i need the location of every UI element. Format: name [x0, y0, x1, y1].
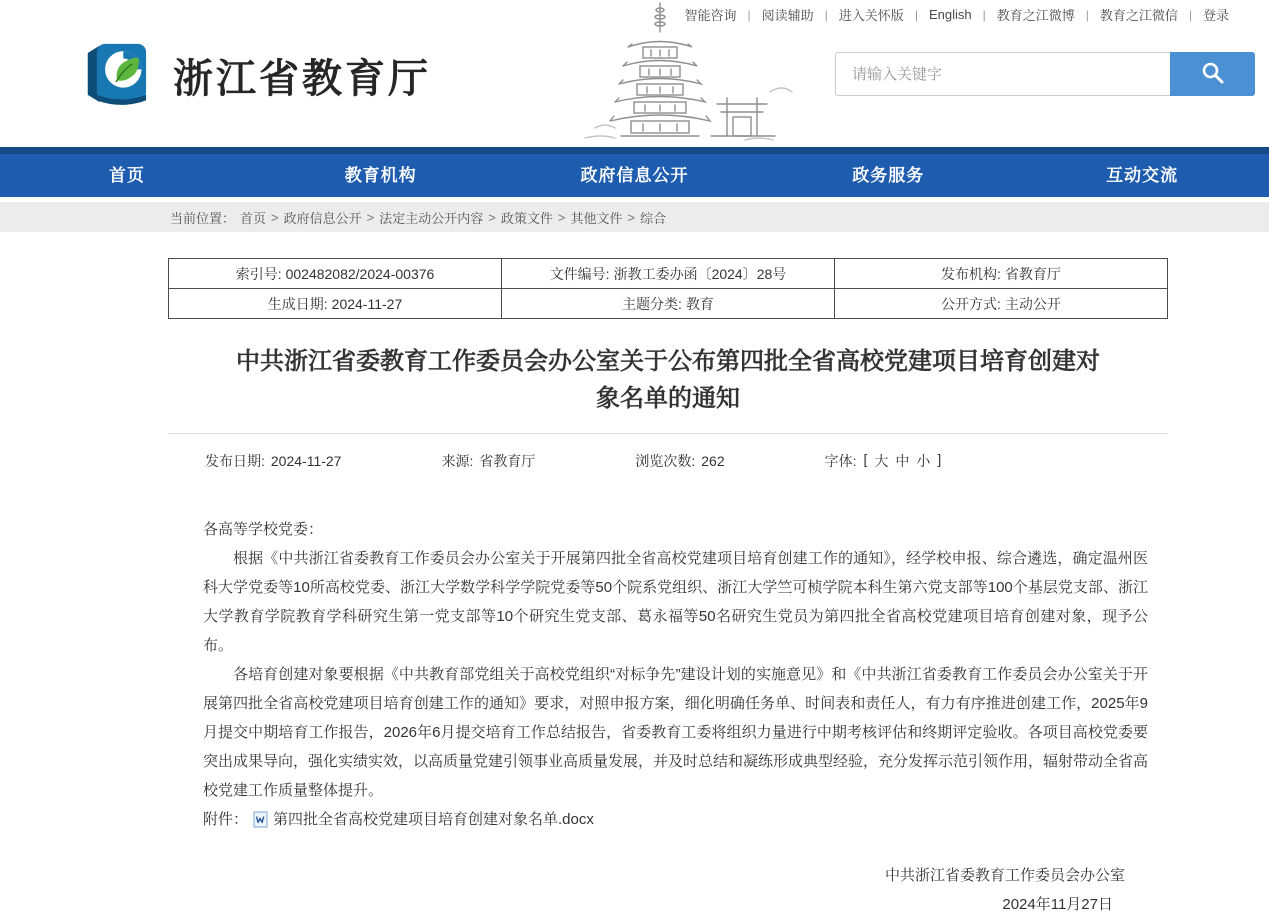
breadcrumb-separator: >: [557, 209, 566, 225]
publish-date: [205, 451, 341, 471]
site-title: 浙江省教育厅: [173, 57, 431, 101]
attachment-label: 附件：: [203, 811, 249, 828]
signature-date: 2024年11月27日: [1002, 896, 1113, 913]
book-leaf-logo-icon: [75, 36, 157, 115]
meta-label: 文件编号:: [549, 265, 610, 282]
meta-label: 发布机构:: [941, 265, 1001, 282]
breadcrumb-separator: >: [627, 209, 636, 225]
breadcrumb-comprehensive[interactable]: 综合: [640, 210, 667, 226]
page-title: 中共浙江省委教育工作委员会办公室关于公布第四批全省高校党建项目培育创建对象名单的通知: [236, 348, 1100, 412]
meta-value: 浙教工委办函〔2024〕28号: [613, 265, 787, 282]
breadcrumb-home[interactable]: 首页: [240, 210, 267, 226]
link-care-version[interactable]: 进入关怀版: [838, 8, 904, 23]
site-logo[interactable]: [75, 36, 431, 115]
link-weibo[interactable]: 教育之江微博: [996, 8, 1075, 23]
document-meta-table: [168, 258, 1168, 319]
breadcrumb-separator: >: [366, 209, 375, 225]
view-count: [635, 451, 724, 471]
nav-item-info-disclosure[interactable]: 政府信息公开: [580, 166, 689, 185]
font-bracket-open: [: [863, 451, 868, 467]
breadcrumb: [0, 202, 1269, 232]
meta-value: 主动公开: [1004, 295, 1061, 312]
font-bracket-close: ]: [937, 451, 942, 467]
body-paragraph: 各培育创建对象要根据《中共教育部党组关于高校党组织“对标争先”建设计划的实施意见》和《中共浙江省委教育工作委员会办公室关于开展第四批全省高校党建项目培育创建工作的通知》要求，对照申报方案，细化明确任务单、时间表和责任人，有力有序推进创建工作，2025年9月提交中期培育工作报告，2026年6月提交培育工作总结报告，省委教育工委将组织力量进行中期考核评估和终期评定验收。各项目高校党委要突出成果导向，强化实绩实效，以高质量党建引领事业高质量发展，并及时总结和凝练形成典型经验，充分发挥示范引领作用，辐射带动全省高校党建工作质量整体提升。: [203, 666, 1149, 799]
body-paragraph: 根据《中共浙江省委教育工作委员会办公室关于开展第四批全省高校党建项目培育创建工作的通知》，经学校申报、综合遴选，确定温州医科大学党委等10所高校党委、浙江大学数学科学学院党委等50个院系党组织、浙江大学竺可桢学院本科生第六党支部等100个基层党支部、浙江大学教育学院教育学科研究生第一党支部等10个研究生党支部、葛永福等50名研究生党员为第四批全省高校党建项目培育创建对象，现予公布。: [203, 550, 1148, 654]
search-button[interactable]: [1170, 52, 1255, 96]
nav-item-services[interactable]: 政务服务: [852, 166, 925, 185]
meta-cell-disclosure-method: [835, 289, 1168, 319]
meta-value: 002482082/2024-00376: [285, 265, 435, 282]
meta-cell-issuing-agency: [835, 259, 1168, 289]
nav-item-institutions[interactable]: 教育机构: [344, 166, 417, 185]
site-header: [0, 0, 1269, 147]
article-meta-bar: [168, 434, 1168, 471]
breadcrumb-statutory-content[interactable]: 法定主动公开内容: [379, 210, 484, 226]
link-wechat[interactable]: 教育之江微信: [1099, 8, 1178, 23]
meta-label: 生成日期:: [267, 295, 328, 312]
table-row: [169, 259, 1168, 289]
link-smart-consult[interactable]: 智能咨询: [684, 8, 737, 23]
breadcrumb-separator: >: [271, 209, 279, 225]
font-size-label: 字体:: [824, 453, 857, 469]
source-label: 来源:: [441, 453, 474, 469]
publish-date-value: 2024-11-27: [270, 453, 342, 469]
link-separator: |: [914, 7, 918, 22]
signature-organization: 中共浙江省委教育工作委员会办公室: [884, 867, 1125, 884]
meta-value: 2024-11-27: [331, 295, 403, 312]
link-english[interactable]: English: [928, 7, 972, 22]
meta-label: 主题分类:: [622, 295, 682, 312]
main-navigation: [0, 147, 1269, 197]
meta-label: 索引号:: [235, 265, 282, 282]
publish-date-label: 发布日期:: [205, 453, 265, 469]
meta-value: 省教育厅: [1004, 265, 1061, 282]
signature-block: [168, 861, 1168, 919]
search-icon: [1200, 60, 1226, 89]
pagoda-sketch-art: [565, 0, 805, 149]
meta-cell-creation-date: [169, 289, 502, 319]
nav-item-interaction[interactable]: 互动交流: [1106, 166, 1179, 185]
meta-cell-topic-category: [502, 289, 835, 319]
salutation: 各高等学校党委：: [203, 521, 324, 538]
link-separator: |: [824, 7, 828, 22]
meta-value: 教育: [685, 295, 714, 312]
breadcrumb-label: 当前位置：: [170, 210, 236, 226]
breadcrumb-separator: >: [488, 209, 496, 225]
breadcrumb-other-files[interactable]: 其他文件: [570, 210, 623, 226]
font-size-small-button[interactable]: 小: [916, 453, 931, 469]
view-count-label: 浏览次数:: [635, 453, 696, 469]
meta-label: 公开方式:: [941, 295, 1001, 312]
breadcrumb-policy-files[interactable]: 政策文件: [500, 210, 553, 226]
article-body: [168, 471, 1168, 834]
table-row: [169, 289, 1168, 319]
font-size-large-button[interactable]: 大: [874, 453, 889, 469]
attachment-row: [203, 805, 1148, 834]
font-size-widget: [825, 451, 942, 471]
site-search: [835, 52, 1255, 96]
link-separator: |: [1188, 7, 1192, 22]
source-value: 省教育厅: [479, 453, 536, 469]
link-reading-assist[interactable]: 阅读辅助: [761, 8, 814, 23]
attachment-file-link[interactable]: 第四批全省高校党建项目培育创建对象名单.docx: [273, 811, 594, 828]
link-separator: |: [747, 7, 751, 22]
article-source: [441, 451, 535, 471]
view-count-value: 262: [701, 453, 725, 469]
font-size-medium-button[interactable]: 中: [895, 453, 910, 469]
nav-item-home[interactable]: 首页: [108, 166, 145, 185]
word-document-icon: [253, 811, 268, 828]
main-content: [168, 232, 1168, 919]
link-login[interactable]: 登录: [1202, 8, 1229, 23]
search-input[interactable]: [835, 52, 1170, 96]
link-separator: |: [982, 7, 986, 22]
link-separator: |: [1085, 7, 1089, 22]
breadcrumb-info-disclosure[interactable]: 政府信息公开: [283, 210, 362, 226]
meta-cell-file-number: [502, 259, 835, 289]
meta-cell-index-number: [169, 259, 502, 289]
